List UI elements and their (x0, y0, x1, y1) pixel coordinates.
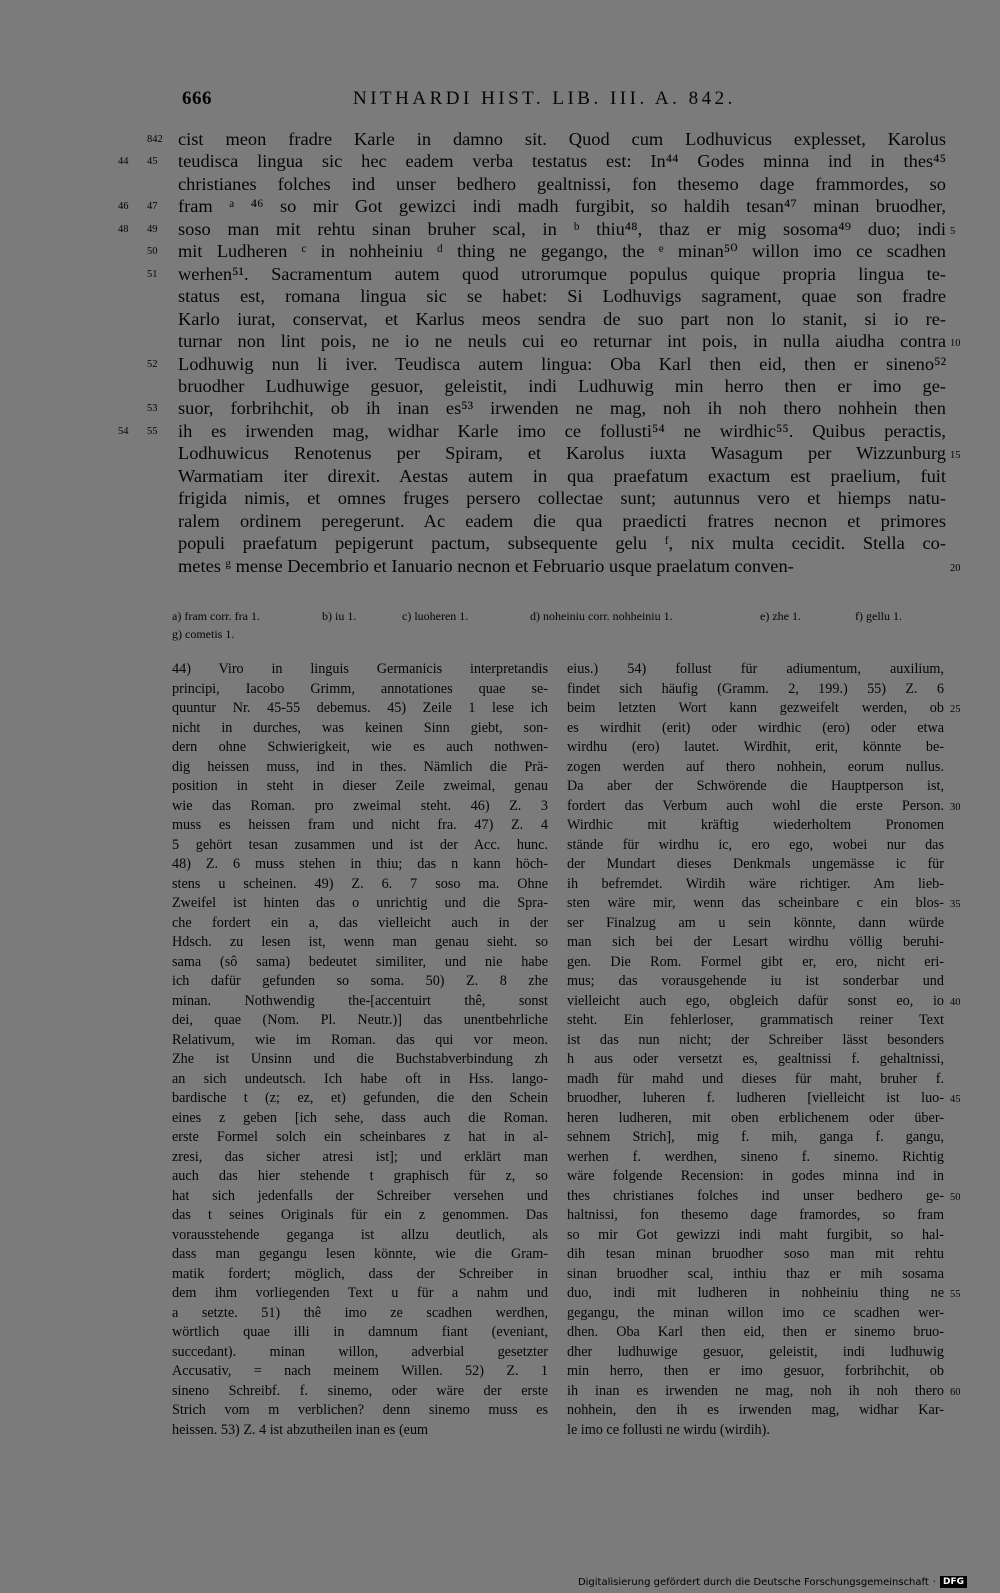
footer-credit-text: Digitalisierung gefördert durch die Deutsche Forschungsgemeinschaft (577, 1576, 929, 1588)
margin-line-number: 54 (118, 425, 129, 437)
note-line: ist das nun nicht; der Schreiber lässt besonders (567, 1031, 944, 1048)
note-line: Accusativ, = nach meinem Willen. 52) Z. 1 (172, 1363, 548, 1379)
margin-line-number: 47 (147, 201, 158, 213)
margin-line-number: 52 (147, 358, 158, 370)
apparatus-note: b) iu 1. (322, 609, 357, 623)
margin-line-number: 48 (118, 223, 129, 235)
notes-right-column (567, 660, 944, 1440)
note-line: matik fordert; möglich, dass der Schreiber in (172, 1265, 548, 1282)
note-line: ich dafür gefunden so soma. 50) Z. 8 zhe (172, 973, 548, 989)
note-line: Zweifel ist hinten das o unrichtig und die Spra- (172, 895, 548, 911)
notes-left-column (172, 660, 548, 1440)
note-line: findet sich häufig (Gramm. 2, 199.) 55) Z. 6 (567, 680, 944, 697)
main-text-line: fram ᵃ ⁴⁶ so mir Got gewizci indi madh furgibit, so haldih tesan⁴⁷ minan bruodher, (178, 196, 946, 217)
margin-line-number: 842 (147, 134, 163, 145)
margin-line-number: 55 (147, 425, 158, 437)
note-line: eines z geben [ich sehe, dass auch die Roman. (172, 1109, 548, 1126)
main-text-line: Warmatiam iter direxit. Aestas autem in qua praefatum exactum est praelium, fuit (178, 465, 946, 486)
main-text-line: bruodher Ludhuwige gesuor, geleistit, indi Ludhuwig min herro then er imo ge- (178, 375, 946, 396)
note-line: che fordert ein a, das vielleicht auch in der (172, 914, 548, 931)
note-line: Da aber der Schwörende die Hauptperson ist, (567, 778, 944, 794)
note-line: principi, Iacobo Grimm, annotationes quae se- (172, 680, 548, 697)
note-line: a setzte. 51) thê imo ze scadhen werdhen, (172, 1304, 548, 1321)
main-text-line: Lodhuwig nun li iver. Teudisca autem lingua: Oba Karl then eid, then er sineno⁵² (178, 353, 946, 374)
note-line: dei, quae (Nom. Pl. Neutr.)] das unentbehrliche (172, 1012, 548, 1028)
margin-line-number: 51 (147, 268, 158, 280)
note-line: muss es heissen fram und nicht fra. 47) Z. 4 (172, 817, 548, 833)
note-line: dhen. Oba Karl then eid, then er sinemo bruo- (567, 1324, 944, 1340)
note-line: sten wäre mir, wenn das scheinbare c ein blos- (567, 895, 944, 911)
margin-line-number: 45 (147, 156, 158, 168)
note-line: sinan bruodher scal, inthiu thaz er mih sosama (567, 1265, 944, 1282)
note-line: werhen f. werdhen, sineno f. sinemo. Richtig (567, 1148, 944, 1165)
apparatus-note: f) gellu 1. (855, 609, 902, 623)
main-text-line: ralem ordinem peregerunt. Ac eadem die qua praedicti fratres necnon et primores (178, 510, 946, 531)
apparatus-note: d) noheiniu corr. nohheiniu 1. (530, 609, 673, 623)
note-line: bardische t (z; ez, et) gefunden, die den Schein (172, 1090, 548, 1106)
note-line: sehnem Strich], mig f. mih, ganga f. gangu, (567, 1129, 944, 1145)
note-line: gegangu, the minan willon imo ce scadhen wer- (567, 1304, 944, 1321)
dfg-logo: DFG (940, 1576, 967, 1588)
page-number: 666 (182, 88, 212, 109)
note-line: haltnissi, fon thesemo dage framordes, so fram (567, 1207, 944, 1223)
apparatus-note: c) luoheren 1. (402, 609, 469, 623)
main-text-line: metes ᵍ mense Decembrio et Ianuario necnon et Februario usque praelatum conven- (178, 555, 794, 576)
note-line: Zhe ist Unsinn und die Buchstabverbindung zh (172, 1051, 548, 1067)
main-text-line: frigida nimis, et omnes fruges persero collectae sunt; autunnus vero et hiemps natu- (178, 488, 946, 509)
note-line: ser Finalzug am u sein könnte, dann würde (567, 914, 944, 931)
footer-credit: Digitalisierung gefördert durch die Deutsche Forschungsgemeinschaft · DFG (578, 1574, 967, 1590)
note-line: sineno Schreibf. f. sinemo, oder wäre der erste (172, 1382, 548, 1399)
note-line: dher ludhuwige gesuor, geleistit, indi ludhuwig (567, 1343, 944, 1360)
note-line: wäre folgende Recension: in godes minna ind in (567, 1168, 944, 1184)
margin-line-number: 49 (147, 223, 158, 235)
note-line: dern ohne Schwierigkeit, wie es auch nothwen- (172, 739, 548, 755)
note-line: eius.) 54) follust für adiumentum, auxilium, (567, 661, 944, 677)
note-line: gen. Die Rom. Formel gibt er, ero, nicht eri- (567, 953, 944, 970)
note-line: vielleicht auch ego, obgleich dafür sonst eo, io (567, 992, 944, 1009)
note-line: Strich vom m verblichen? denn sinemo muss es (172, 1402, 548, 1418)
note-line: 44) Viro in linguis Germanicis interpretandis (172, 661, 548, 677)
note-line: duo, indi mit ludheren in nohheiniu thing ne (567, 1285, 944, 1301)
line-number: 20 (950, 562, 961, 574)
note-line: hat sich jedenfalls der Schreiber versehen und (172, 1187, 548, 1204)
margin-line-number: 44 (118, 156, 129, 168)
main-text-line: Karlo iurat, conservat, et Karlus meos sendra de suo part non lo stanit, si io re- (178, 308, 946, 329)
main-text-line: teudisca lingua sic hec eadem verba testatus est: In⁴⁴ Godes minna ind in thes⁴⁵ (178, 151, 946, 172)
main-text-line: suor, forbrihchit, ob ih inan es⁵³ irwenden ne mag, noh ih noh thero nohhein then (178, 398, 946, 419)
main-text-line: turnar non lint pois, ne io ne neuls cui eo returnar int pois, in nulla aiudha contra (178, 331, 946, 352)
note-line: sama (sô sama) bedeutet similiter, und nie habe (172, 953, 548, 970)
note-line: ih befremdet. Wirdih wäre richtiger. Am lieb- (567, 875, 944, 892)
note-line: mus; das vorausgehende iu ist sonderbar und (567, 973, 944, 989)
line-number: 60 (950, 1386, 961, 1398)
note-line: zogen werden auf thero nohhein, eorum nullus. (567, 758, 944, 775)
margin-line-number: 53 (147, 403, 158, 415)
note-line: position in steht in dieser Zeile zweimal, genau (172, 778, 548, 794)
note-line: es wirdhit (erit) oder wirdhic (ero) oder etwa (567, 719, 944, 736)
main-text-line: werhen⁵¹. Sacramentum autem quod utrorumque populus quique propria lingua te- (178, 263, 946, 284)
note-line: le imo ce follusti ne wirdu (wirdih). (567, 1421, 770, 1438)
note-line: stände für wirdhu ic, ero ego, wobei nur das (567, 836, 944, 853)
note-line: man sich bei der Lesart wirdhu völlig beruhi- (567, 934, 944, 950)
apparatus-note: a) fram corr. fra 1. (172, 609, 260, 623)
note-line: succedant). minan willon, adverbial gesetzter (172, 1343, 548, 1360)
note-line: erste Formel solch ein scheinbares z hat in al- (172, 1129, 548, 1145)
note-line: dih tesan minan bruodher soso man mit rehtu (567, 1246, 944, 1262)
line-number: 40 (950, 996, 961, 1008)
apparatus-note: e) zhe 1. (760, 609, 801, 623)
margin-line-number: 46 (118, 201, 129, 213)
note-line: der Mundart dieses Denkmals ungemässe ic für (567, 856, 944, 872)
note-line: das t seines Originals für ein z genommen. Das (172, 1207, 548, 1223)
note-line: nicht in durches, was keinen Sinn giebt, son- (172, 719, 548, 736)
main-text-line: christianes folches ind unser bedhero gealtnissi, fon thesemo dage frammordes, so (178, 173, 946, 194)
line-number: 50 (950, 1191, 961, 1203)
line-number: 10 (950, 338, 961, 350)
note-line: nohhein, den ih es irwenden mag, widhar Kar- (567, 1402, 944, 1418)
note-line: ih inan es irwenden ne mag, noh ih noh thero (567, 1382, 944, 1399)
note-line: bruodher, luheren f. ludheren [vielleicht ist luo- (567, 1090, 944, 1106)
main-text-line: cist meon fradre Karle in damno sit. Quod cum Lodhuvicus explesset, Karolus (178, 129, 946, 149)
main-text-line: ih es irwenden mag, widhar Karle imo ce follusti⁵⁴ ne wirdhic⁵⁵. Quibus peractis, (178, 420, 946, 441)
main-text-line: populi praefatum pepigerunt pactum, subsequente gelu ᶠ, nix multa cecidit. Stella co- (178, 533, 946, 554)
note-line: an sich undeutsch. Ich habe oft in Hss. lango- (172, 1070, 548, 1087)
note-line: Wirdhic mit kräftig wiederholtem Pronomen (567, 817, 944, 833)
note-line: auch das hier stehende t graphisch für z, so (172, 1168, 548, 1184)
note-line: thes christianes folches ind unser bedhero ge- (567, 1187, 944, 1204)
note-line: wörtlich quae illi in damnum fiant (eveniant, (172, 1324, 548, 1340)
note-line: dass man gegangu lesen könnte, wie die Gram- (172, 1246, 548, 1262)
line-number: 30 (950, 801, 961, 813)
line-number: 55 (950, 1289, 961, 1300)
note-line: minan. Nothwendig the-[accentuirt thê, sonst (172, 992, 548, 1009)
note-line: 48) Z. 6 muss stehen in thiu; das n kann höch- (172, 856, 548, 872)
line-number: 25 (950, 704, 961, 715)
note-line: fordert das Verbum auch wohl die erste Person. (567, 797, 944, 814)
note-line: zresi, das sicher atresi ist]; und erklärt man (172, 1148, 548, 1165)
note-line: h aus oder versetzt es, gealtnissi f. gehaltnissi, (567, 1051, 944, 1067)
note-line: dig heissen muss, ind in thes. Nämlich die Prä- (172, 758, 548, 775)
note-line: madh für mahd und dieses für maht, bruher f. (567, 1070, 944, 1087)
main-text-line: mit Ludheren ᶜ in nohheiniu ᵈ thing ne gegango, the ᵉ minan⁵⁰ willon imo ce scadhen (178, 241, 946, 262)
running-title: NITHARDI HIST. LIB. III. A. 842. (353, 88, 736, 109)
note-line: 5 gehört tesan zusammen und ist der Acc. hunc. (172, 836, 548, 853)
note-line: dem ihm vorliegenden Text u für a nahm und (172, 1285, 548, 1301)
line-number: 45 (950, 1094, 961, 1105)
margin-line-number: 50 (147, 246, 158, 258)
note-line: heren ludheren, mit oben erblichenem oder über- (567, 1109, 944, 1126)
main-text-line: soso man mit rehtu sinan bruher scal, in ᵇ thiu⁴⁸, thaz er mig sosoma⁴⁹ duo; indi (178, 218, 946, 239)
line-number: 15 (950, 450, 961, 462)
note-line: steht. Ein fehlerloser, grammatisch reiner Text (567, 1012, 944, 1028)
apparatus-note: g) cometis 1. (172, 627, 235, 641)
note-line: min herro, then er imo gesuor, forbrihchit, ob (567, 1363, 944, 1379)
line-number: 5 (950, 225, 956, 237)
note-line: stens u scheinen. 49) Z. 6. 7 soso ma. Ohne (172, 875, 548, 892)
note-line: vorausstehende geganga ist allzu deutlich, als (172, 1226, 548, 1243)
note-line: beim letzten Wort kann gezweifelt werden, ob (567, 700, 944, 716)
note-line: Hdsch. zu lesen ist, wenn man genau sieht. so (172, 934, 548, 950)
note-line: wirdhu (ero) lautet. Wirdhit, erit, könnte be- (567, 739, 944, 755)
main-text-line: status est, romana lingua sic se habet: Si Lodhuvigs sagrament, quae son fradre (178, 286, 946, 307)
note-line: Relativum, wie im Roman. das qui vor meon. (172, 1031, 548, 1048)
note-line: so mir Got gewizzi indi maht furgibit, so hal- (567, 1226, 944, 1243)
note-line: quuntur Nr. 45-55 debemus. 45) Zeile 1 lese ich (172, 700, 548, 716)
main-text-line: Lodhuwicus Renotenus per Spiram, et Karolus iuxta Wasagum per Wizzunburg (178, 443, 946, 464)
line-number: 35 (950, 899, 961, 910)
note-line: wie das Roman. pro zweimal steht. 46) Z. 3 (172, 797, 548, 814)
note-line: heissen. 53) Z. 4 ist abzutheilen inan es (eum (172, 1421, 429, 1438)
